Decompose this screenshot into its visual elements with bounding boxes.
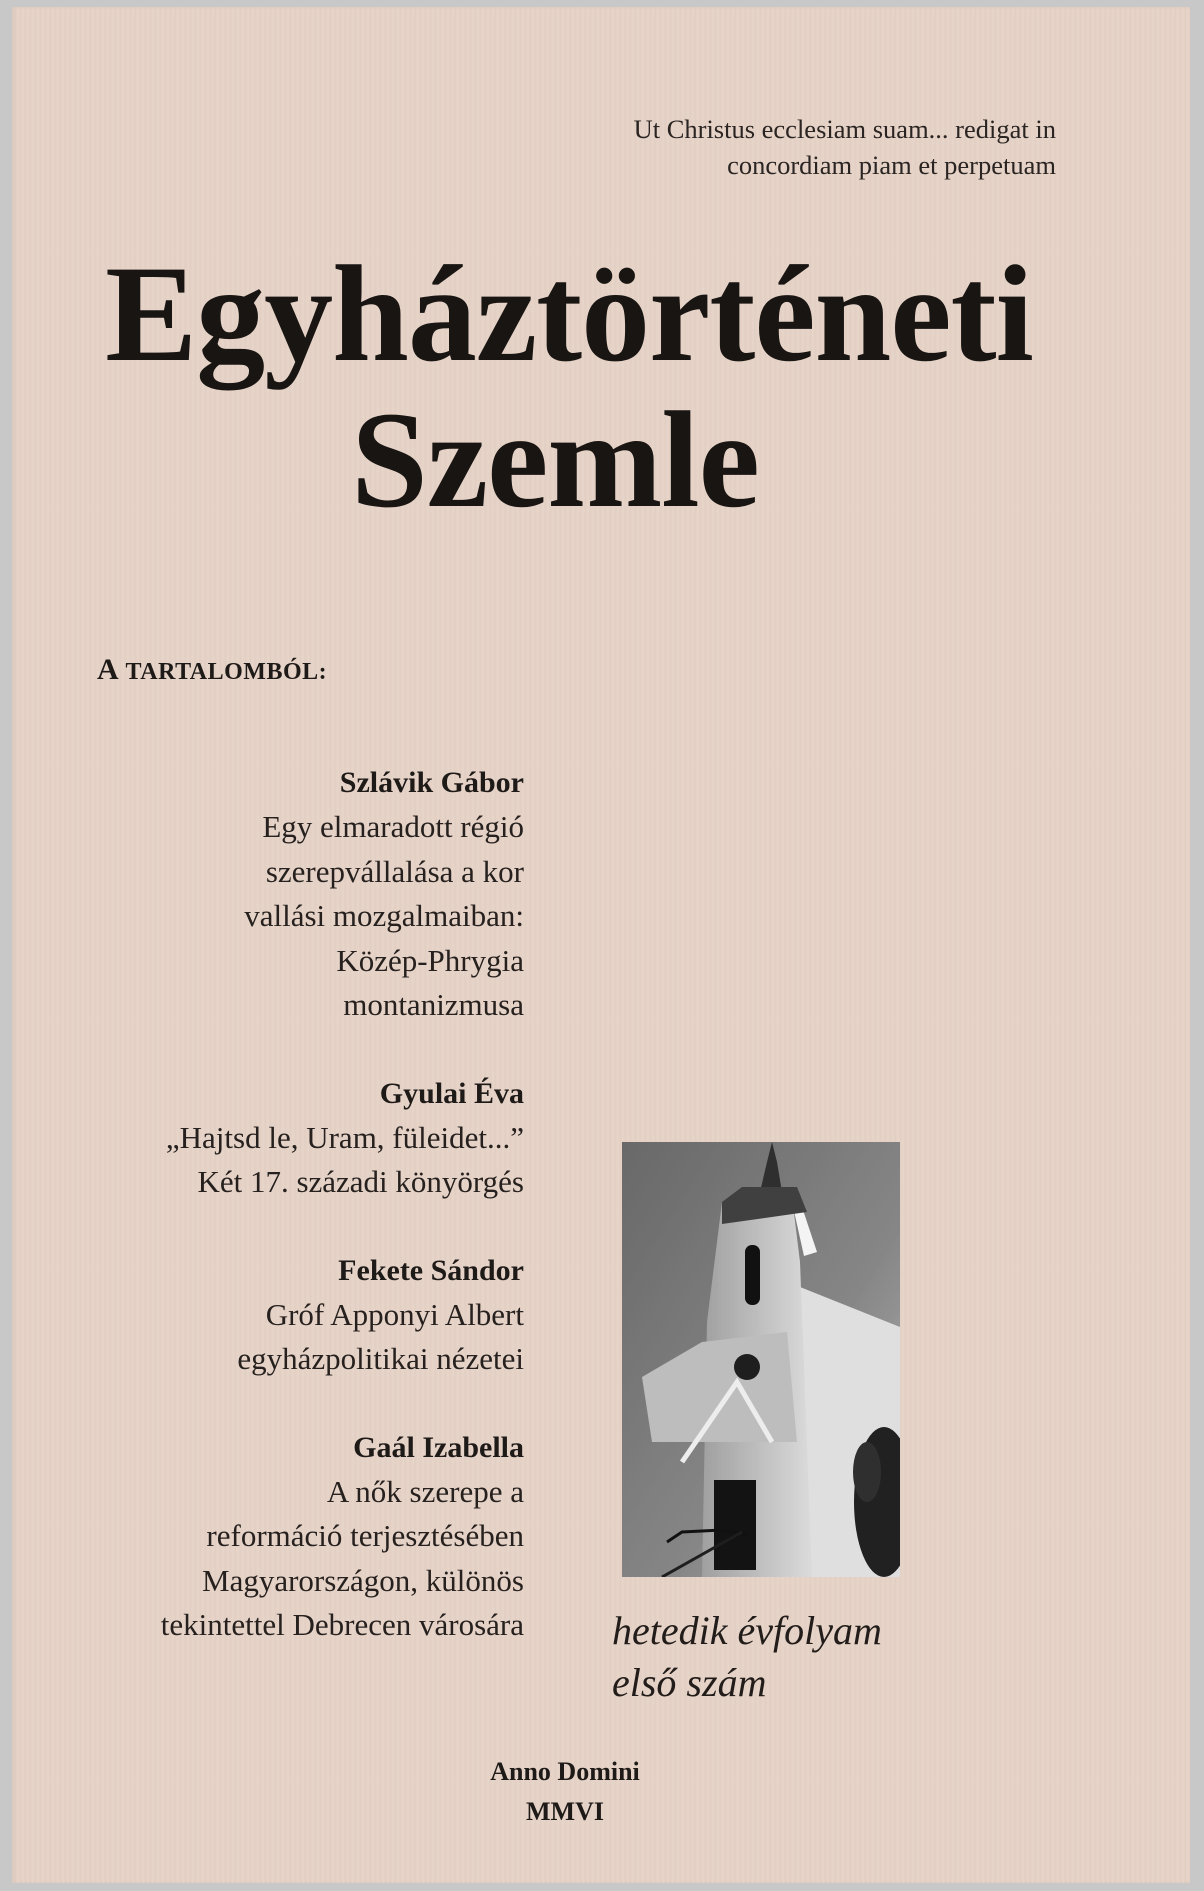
entry-author: Gaál Izabella [353, 1430, 524, 1464]
entry-title-line: vallási mozgalmaiban: [244, 898, 524, 933]
issue-volume: hetedik évfolyam [612, 1608, 882, 1653]
journal-cover [12, 7, 1190, 1883]
entry-title-line: Gróf Apponyi Albert [265, 1296, 524, 1332]
journal-title-line-2: Szemle [351, 383, 759, 536]
imprint-line-1: Anno Domini [490, 1757, 640, 1786]
contents-list [24, 761, 524, 1692]
entry-title-line: „Hajtsd le, Uram, füleidet...” [165, 1119, 524, 1155]
entry-title-line: Egy elmaradott régió [262, 809, 524, 844]
contents-heading [97, 652, 327, 690]
entry-title-line: Két 17. századi könyörgés [197, 1164, 524, 1199]
imprint-line-2: MMVI [526, 1797, 604, 1826]
contents-heading-initial: A [97, 653, 118, 686]
contents-entry [24, 761, 524, 1028]
motto-line-2: concordiam piam et perpetuam [727, 150, 1056, 180]
contents-entry [24, 1249, 524, 1382]
entry-title-line: Magyarországon, különös [202, 1562, 524, 1598]
imprint-year [365, 1752, 765, 1832]
church-photo-icon [622, 1142, 900, 1577]
contents-heading-rest: TARTALOMBÓL: [125, 659, 328, 685]
issue-info [612, 1605, 882, 1709]
entry-title-line: egyházpolitikai nézetei [237, 1341, 524, 1376]
entry-title-line: A nők szerepe a [326, 1473, 524, 1509]
entry-author: Gyulai Éva [379, 1076, 524, 1110]
entry-title-line: reformáció terjesztésében [206, 1518, 524, 1553]
entry-title-line: szerepvállalása a kor [265, 853, 524, 889]
entry-title-line: tekintettel Debrecen városára [160, 1607, 524, 1642]
entry-author: Fekete Sándor [338, 1253, 524, 1287]
motto-line-1: Ut Christus ecclesiam suam... redigat in [633, 114, 1056, 144]
journal-title-line-1: Egyháztörténeti [105, 237, 1033, 390]
contents-entry [24, 1072, 524, 1205]
contents-entry [24, 1426, 524, 1648]
entry-author: Szlávik Gábor [339, 766, 524, 799]
entry-title-line: Közép-Phrygia [336, 942, 524, 978]
latin-motto [496, 111, 1056, 183]
church-photo [622, 1142, 900, 1577]
issue-number: első szám [612, 1660, 767, 1705]
entry-title-line: montanizmusa [343, 987, 524, 1022]
